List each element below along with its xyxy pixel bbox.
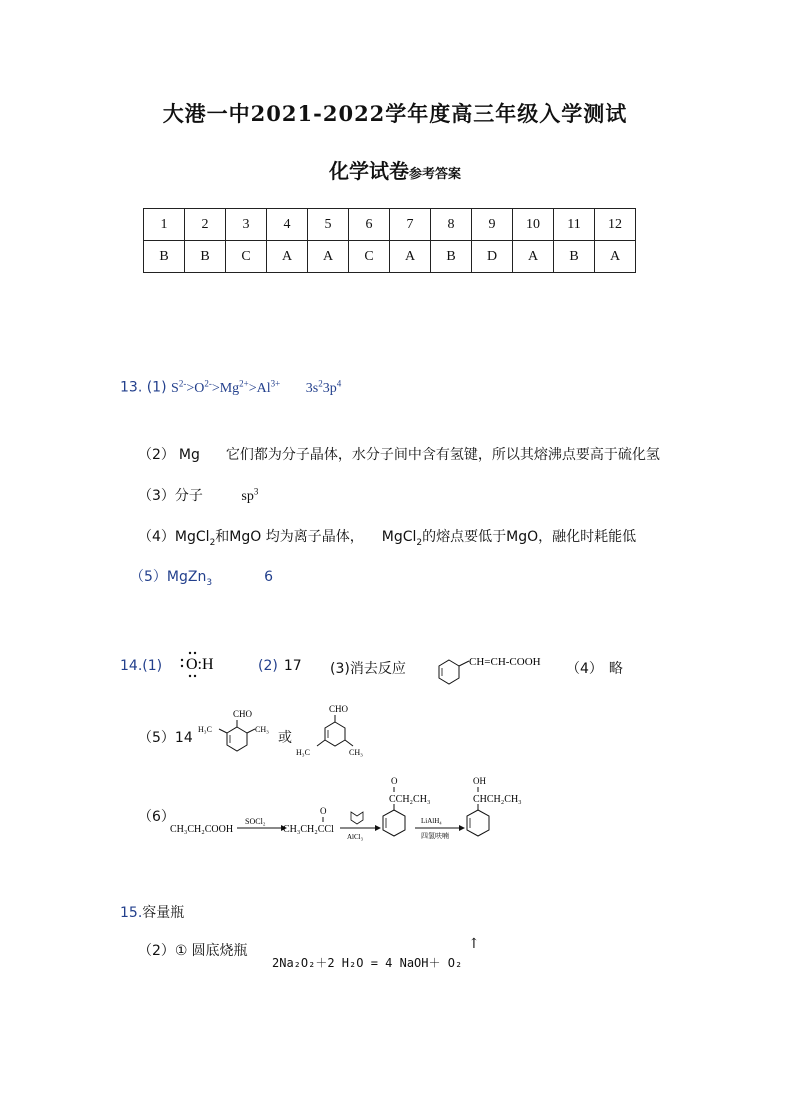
page-title: 大港一中2021-2022学年度高三年级入学测试	[162, 101, 628, 126]
synth-acyl-chloride: CH₃CH₂CCl	[283, 824, 334, 835]
q14-water-lewis-structure	[178, 648, 228, 680]
answer-table-answer-cell: A	[267, 241, 308, 273]
q13-p4-text-d: 的熔点要低于MgO，融化时耗能低	[422, 529, 637, 545]
q15-part1	[120, 902, 184, 922]
answer-table-answer-cell: C	[349, 241, 390, 273]
q13-p1-ion-order: $S^{2-}>O^{2-}>Mg^{2+}>Al^{3+}$	[171, 378, 281, 396]
q13-part5	[130, 566, 273, 588]
synth-reagent-alcl3: AlCl₃	[347, 833, 364, 841]
answer-table-number-cell: 7	[390, 209, 431, 241]
answer-table-answer-cell: B	[185, 241, 226, 273]
q14-part3	[330, 658, 406, 678]
q14-structure-dimethylbenzaldehyde-2	[295, 700, 375, 765]
synth-ketone-o: O	[391, 776, 398, 786]
q15-part2	[138, 940, 247, 960]
cinnamic-chain: CH=CH-COOH	[469, 656, 541, 668]
svg-text:H₃C: H₃C	[198, 725, 212, 734]
q15-p2-circle: ①	[174, 943, 188, 959]
q13-p3-hybridization: $sp^3$	[241, 486, 259, 504]
answer-table-number-cell: 11	[554, 209, 595, 241]
q13-p2-text: 它们都为分子晶体，水分子间中含有氢键，所以其熔沸点要高于硫化氢	[225, 447, 660, 463]
q14-p3-label: (3)	[330, 661, 350, 677]
svg-text:CH₃: CH₃	[349, 748, 363, 757]
q14-p4-text: 略	[608, 661, 623, 677]
answer-table-number-cell: 4	[267, 209, 308, 241]
answer-table-answer-cell: A	[308, 241, 349, 273]
q13-p5-label: （5）	[130, 569, 167, 585]
q13-p4-text-c: MgCl	[381, 529, 417, 545]
answer-table-answer-cell: D	[472, 241, 513, 273]
q13-p1-label: (1)	[146, 379, 167, 396]
q15-p2-label: （2）	[138, 943, 175, 959]
answer-table-number-cell: 9	[472, 209, 513, 241]
q14-number: 14.	[120, 658, 143, 674]
answer-table	[143, 208, 636, 273]
answer-table-number-cell: 2	[185, 209, 226, 241]
q13-p4-label: （4）	[138, 529, 175, 545]
q13-part4: （4）MgCl$_2$和MgO 均为离子晶体， MgCl$_2$的熔点要低于MgO，融化时耗能低	[138, 529, 637, 548]
q15-number: 15.	[120, 905, 143, 921]
answer-table-number-row	[144, 209, 636, 241]
q14-p2-label: (2)	[258, 658, 278, 674]
q15-p2-gas-arrow: ↑	[468, 936, 480, 952]
svg-text:CHO: CHO	[233, 709, 253, 719]
answer-table-answer-cell: A	[595, 241, 636, 273]
svg-text:CHO: CHO	[329, 704, 349, 714]
answer-table-number-cell: 6	[349, 209, 390, 241]
q13-p3-text: 分子	[174, 488, 203, 504]
q14-synthesis-route	[165, 770, 545, 850]
q14-p5-value: 14	[174, 730, 193, 746]
answer-table-number-cell: 12	[595, 209, 636, 241]
q15-p1-text: 容量瓶	[142, 905, 185, 921]
q13-p4-text-b: 和MgO 均为离子晶体，	[215, 529, 364, 545]
q14-part4	[566, 658, 623, 678]
synth-alcohol-oh: OH	[473, 776, 486, 786]
q13-p1-electron-config: $3s^23p^4$	[305, 378, 342, 396]
q13-p4-text-a: MgCl	[174, 529, 210, 545]
q14-p5-label: （5）	[138, 730, 175, 746]
answer-table-answer-row	[144, 241, 636, 273]
answer-table-answer-cell: A	[390, 241, 431, 273]
synth-alcohol-chain: CHCH₂CH₃	[473, 794, 522, 805]
q15-p2-text: 圆底烧瓶	[191, 943, 248, 959]
subtitle-main: 化学试卷	[328, 159, 409, 183]
q13-p3-label: （3）	[138, 488, 175, 504]
q15-p2-equation: 2Na₂O₂＋2 H₂O = 4 NaOH＋ O₂	[272, 956, 463, 970]
synth-ketone-chain: CCH₂CH₃	[389, 794, 431, 805]
q14-cinnamic-acid-structure	[435, 650, 565, 690]
synth-reagent-socl2: SOCl₂	[245, 817, 266, 826]
answer-table-number-cell: 5	[308, 209, 349, 241]
answer-table-number-cell: 10	[513, 209, 554, 241]
q13-part1	[120, 378, 341, 397]
synth-reagent-lialh4: LiAlH₄	[421, 817, 442, 825]
answer-table-answer-cell: B	[554, 241, 595, 273]
synth-reagent-thf: 四氢呋喃	[421, 832, 449, 840]
synth-acyl-o: O	[320, 806, 327, 816]
q14-p5-or: 或	[278, 730, 292, 746]
q14-structure-dimethylbenzaldehyde-1	[195, 705, 275, 765]
answer-table-answer-cell: B	[431, 241, 472, 273]
q14-part5	[138, 727, 193, 747]
q13-part2	[138, 444, 660, 464]
q14-p2-value: 17	[283, 658, 302, 674]
svg-text:CH₃: CH₃	[255, 725, 269, 734]
svg-text:H₃C: H₃C	[296, 748, 310, 757]
synth-start: CH₃CH₂COOH	[170, 824, 234, 835]
q13-p5-value: 6	[264, 569, 274, 585]
subtitle-small: 参考答案	[408, 167, 461, 182]
page-subtitle	[0, 155, 790, 184]
q13-number: 13.	[120, 379, 143, 396]
answer-table-number-cell: 8	[431, 209, 472, 241]
q13-p2-element: Mg	[178, 447, 200, 463]
answer-table-answer-cell: B	[144, 241, 185, 273]
q14-p6-label: （6）	[138, 809, 175, 825]
lewis-text: O:H	[186, 656, 214, 673]
answer-table-number-cell: 3	[226, 209, 267, 241]
q13-part3	[138, 485, 258, 505]
q13-p5-formula: MgZn$_3$	[166, 569, 213, 588]
q14-part2	[258, 658, 302, 674]
q14-p1-label: (1)	[142, 658, 163, 674]
q14-p3-text: 消去反应	[349, 661, 406, 677]
answer-table-answer-cell: C	[226, 241, 267, 273]
q14-part1-label	[120, 658, 162, 674]
q13-p2-label: （2）	[138, 447, 175, 463]
answer-table-answer-cell: A	[513, 241, 554, 273]
q14-p4-label: （4）	[566, 661, 603, 677]
answer-table-number-cell: 1	[144, 209, 185, 241]
